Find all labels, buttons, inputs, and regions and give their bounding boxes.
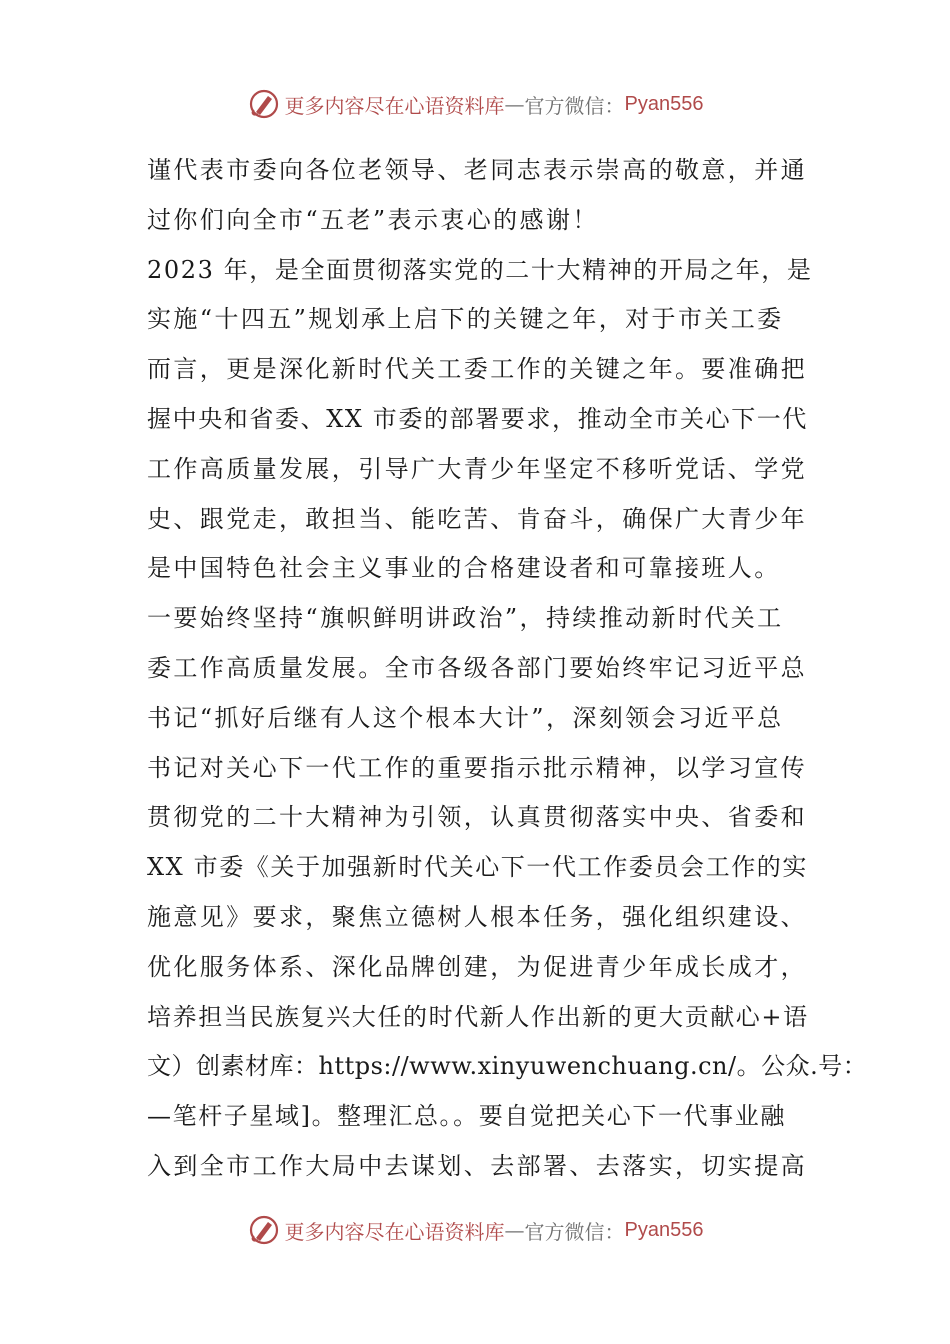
text-line: 史、跟党走，敢担当、能吃苦、肯奋斗，确保广大青少年 <box>147 504 807 533</box>
banner-dash: — <box>504 92 525 116</box>
banner-text: 更多内容尽在心语资料库 <box>284 93 505 118</box>
text-line: 施意见》要求，聚焦立德树人根本任务，强化组织建设、 <box>147 902 807 931</box>
text-line: 谨代表市委向各位老领导、老同志表示崇高的敬意，并通 <box>147 156 807 184</box>
pen-logo-icon <box>247 1213 281 1247</box>
header-banner <box>0 84 950 124</box>
text-line: 贯彻党的二十大精神为引领，认真贯彻落实中央、省委和 <box>147 803 807 832</box>
banner-id: Pyan556 <box>624 1218 704 1241</box>
text-line: 培养担当民族复兴大任的时代新人作出新的更大贡献心+语 <box>147 1002 809 1031</box>
text-line: 委工作高质量发展。全市各级各部门要始终牢记习近平总 <box>147 653 807 682</box>
text-line: 书记“抓好后继有人这个根本大计”，深刻领会习近平总 <box>147 703 784 732</box>
banner-text: 更多内容尽在心语资料库 <box>284 1219 505 1244</box>
text-line: 过你们向全市“五老”表示衷心的感谢！ <box>147 205 599 234</box>
text-line: 工作高质量发展，引导广大青少年坚定不移听党话、学党 <box>147 454 807 483</box>
text-line: 实施“十四五”规划承上启下的关键之年，对于市关工委 <box>147 305 784 334</box>
text-line: 一要始终坚持“旗帜鲜明讲政治”，持续推动新时代关工 <box>147 604 784 633</box>
text-line: 而言，更是深化新时代关工委工作的关键之年。要准确把 <box>147 355 807 384</box>
banner-label: 官方微信： <box>524 1219 625 1244</box>
text-line: —笔杆子星域]。整理汇总。。要自觉把关心下一代事业融 <box>147 1102 786 1131</box>
text-line: 优化服务体系、深化品牌创建，为促进青少年成长成才， <box>147 952 807 981</box>
text-line: 握中央和省委、XX 市委的部署要求，推动全市关心下一代 <box>147 404 808 433</box>
text-line: 是中国特色社会主义事业的合格建设者和可靠接班人。 <box>147 554 781 583</box>
text-line: 入到全市工作大局中去谋划、去部署、去落实，切实提高 <box>147 1151 807 1180</box>
pen-logo-icon <box>247 87 281 121</box>
banner-id: Pyan556 <box>624 92 704 115</box>
document-body <box>147 146 868 1192</box>
text-line: 2023 年，是全面贯彻落实党的二十大精神的开局之年，是 <box>147 255 813 284</box>
banner-label: 官方微信： <box>524 93 625 118</box>
text-line: 书记对关心下一代工作的重要指示批示精神，以学习宣传 <box>147 753 807 782</box>
text-line-link: 文）创素材库：https://www.xinyuwenchuang.cn/。公众.号： <box>147 1052 868 1081</box>
footer-banner <box>0 1210 950 1250</box>
text-line: XX 市委《关于加强新时代关心下一代工作委员会工作的实 <box>147 853 808 882</box>
banner-dash: — <box>504 1218 525 1242</box>
